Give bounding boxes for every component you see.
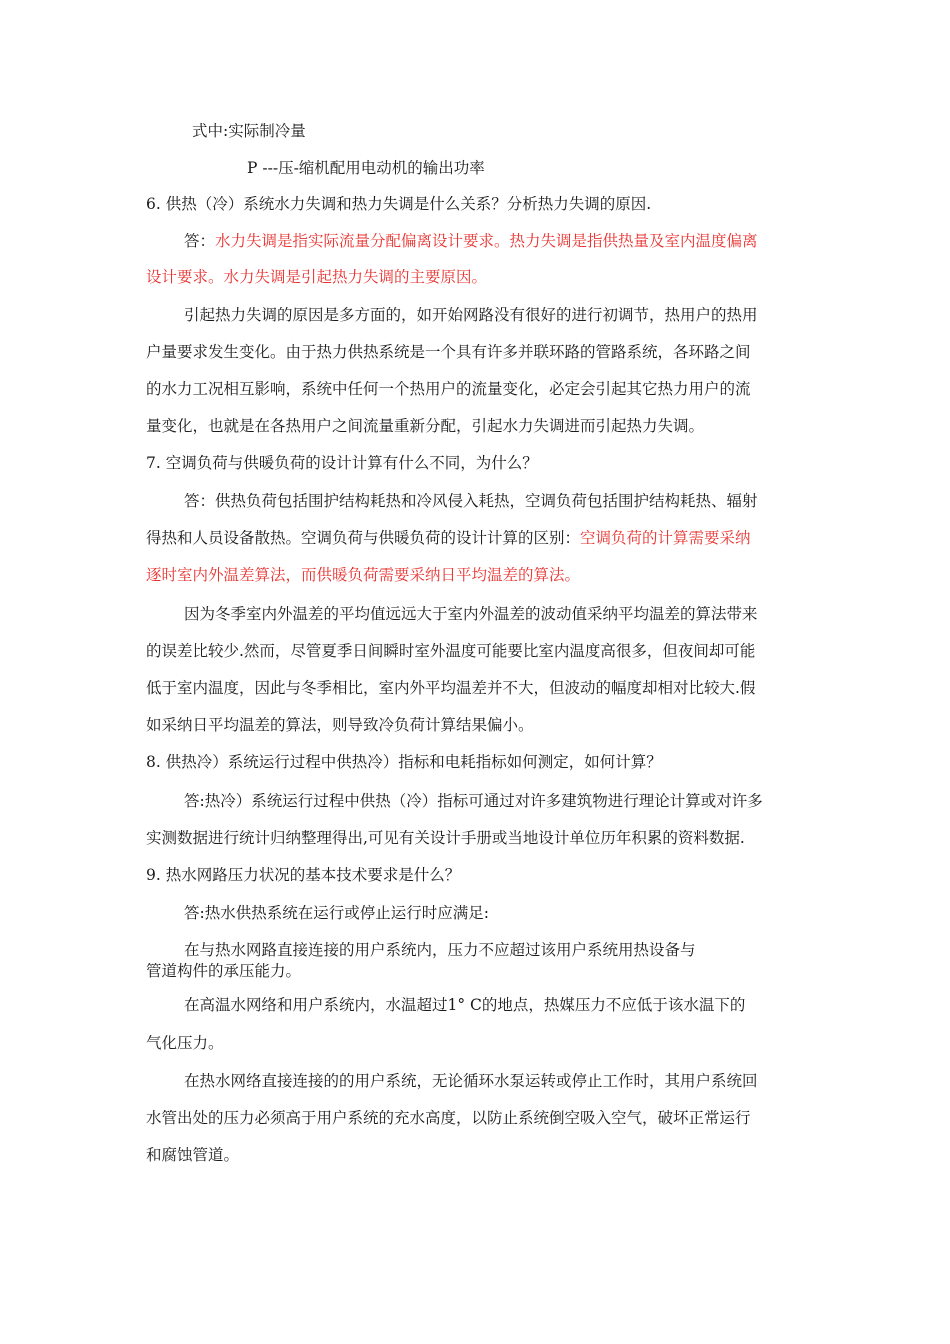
answer-highlight: 空调负荷的计算需要采纳 — [580, 529, 751, 547]
question-9: 9. 热水网路压力状况的基本技术要求是什么？ — [146, 866, 461, 884]
formula-label: 式中:实际制冷量 — [192, 122, 306, 140]
answer-9-item-3-line-1: 在热水网络直接连接的的用户系统，无论循环水泵运转或停止工作时，其用户系统回 — [184, 1072, 758, 1090]
paragraph-line: 引起热力失调的原因是多方面的，如开始网路没有很好的进行初调节，热用户的热用 — [184, 306, 758, 324]
answer-highlight: 水力失调是指实际流量分配偏离设计要求。热力失调是指供热量及室内温度偏离 — [215, 232, 758, 250]
answer-prefix: 答： — [184, 232, 216, 250]
answer-9-intro: 答:热水供热系统在运行或停止运行时应满足: — [184, 904, 489, 922]
answer-text: 得热和人员设备散热。空调负荷与供暖负荷的设计计算的区别： — [146, 529, 581, 547]
formula-p: P ---压-缩机配用电动机的输出功率 — [247, 159, 485, 177]
answer-7-line-1: 答：供热负荷包括围护结构耗热和冷风侵入耗热，空调负荷包括围护结构耗热、辐射 — [184, 492, 758, 510]
answer-9-item-3-line-3: 和腐蚀管道。 — [146, 1146, 240, 1164]
paragraph-line: 的误差比较少.然而，尽管夏季日间瞬时室外温度可能要比室内温度高很多，但夜间却可能 — [146, 642, 756, 660]
question-7: 7. 空调负荷与供暖负荷的设计计算有什么不同，为什么？ — [146, 454, 538, 472]
paragraph-line: 如采纳日平均温差的算法，则导致冷负荷计算结果偏小。 — [146, 716, 534, 734]
answer-9-item-1-line-2: 管道构件的承压能力。 — [146, 962, 302, 980]
answer-6-line-2: 设计要求。水力失调是引起热力失调的主要原因。 — [146, 268, 488, 286]
paragraph-line: 因为冬季室内外温差的平均值远远大于室内外温差的波动值采纳平均温差的算法带来 — [184, 605, 758, 623]
answer-7-line-2 — [146, 528, 751, 548]
question-6: 6. 供热（冷）系统水力失调和热力失调是什么关系？分析热力失调的原因. — [146, 195, 652, 213]
paragraph-line: 的水力工况相互影响，系统中任何一个热用户的流量变化，必定会引起其它热力用户的流 — [146, 380, 751, 398]
answer-9-item-1-line-1: 在与热水网路直接连接的用户系统内，压力不应超过该用户系统用热设备与 — [184, 941, 696, 959]
paragraph-line: 低于室内温度，因此与冬季相比，室内外平均温差并不大，但波动的幅度却相对比较大.假 — [146, 679, 756, 697]
paragraph-line: 户量要求发生变化。由于热力供热系统是一个具有许多并联环路的管路系统，各环路之间 — [146, 343, 751, 361]
answer-7-line-3: 逐时室内外温差算法，而供暖负荷需要采纳日平均温差的算法。 — [146, 566, 581, 584]
answer-9-item-2-line-1: 在高温水网络和用户系统内，水温超过1° C的地点，热媒压力不应低于该水温下的 — [184, 996, 746, 1014]
answer-9-item-2-line-2: 气化压力。 — [146, 1034, 224, 1052]
answer-8-line-2: 实测数据进行统计归纳整理得出,可见有关设计手册或当地设计单位历年积累的资料数据. — [146, 829, 745, 847]
answer-9-item-3-line-2: 水管出处的压力必须高于用户系统的充水高度，以防止系统倒空吸入空气，破坏正常运行 — [146, 1109, 751, 1127]
answer-6-line-1 — [184, 231, 758, 251]
paragraph-line: 量变化，也就是在各热用户之间流量重新分配，引起水力失调进而引起热力失调。 — [146, 417, 705, 435]
answer-8-line-1: 答:热冷）系统运行过程中供热（冷）指标可通过对许多建筑物进行理论计算或对许多 — [184, 792, 763, 810]
question-8: 8. 供热冷）系统运行过程中供热冷）指标和电耗指标如何测定，如何计算？ — [146, 753, 662, 771]
